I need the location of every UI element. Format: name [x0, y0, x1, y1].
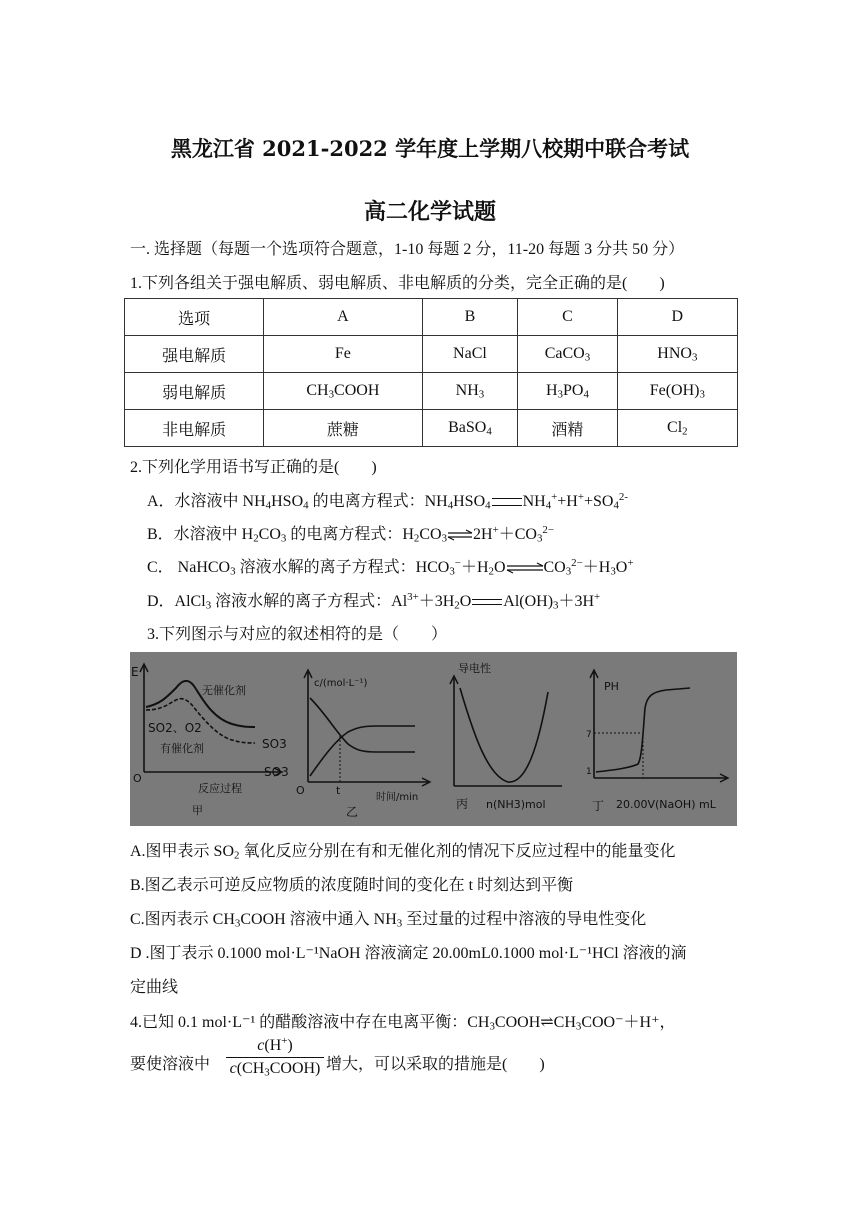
table-cell: 弱电解质 — [125, 373, 264, 410]
table-row — [125, 373, 738, 410]
table-cell: Fe — [264, 336, 422, 373]
ding-x-label: 20.00V(NaOH) mL — [616, 798, 716, 811]
ding-tick-1: 1 — [586, 767, 592, 777]
jia-reactants-label: SO2、O2 — [148, 721, 202, 735]
q2-option-b — [147, 521, 554, 544]
table-cell: C — [518, 299, 617, 336]
q2-option-d — [147, 588, 600, 611]
table-cell: $Fe(OH)_3$ — [617, 373, 737, 410]
table-header-row — [125, 299, 738, 336]
table-cell: BaSO$_4$ — [422, 410, 518, 447]
exam-subtitle: 高二化学试题 — [363, 199, 496, 225]
graph-jia — [131, 664, 289, 817]
yi-y-label: c/(mol·L⁻¹) — [314, 678, 368, 689]
table-row — [125, 336, 738, 373]
table-cell: $Cl_2$ — [617, 410, 737, 447]
jia-no-catalyst-label: 无催化剂 — [202, 684, 246, 697]
q3-option-d-line1: D .图丁表示 0.1000 mol·L⁻¹NaOH 溶液滴定 20.00mL0.1000 mol·L⁻¹HCl 溶液的滴 — [130, 945, 687, 962]
q1-options-table — [124, 298, 738, 447]
bing-x-label: n(NH3)mol — [486, 798, 546, 811]
jia-name-label: 甲 — [192, 804, 203, 817]
ding-tick-7: 7 — [586, 730, 592, 740]
jia-catalyst-label: 有催化剂 — [160, 742, 204, 755]
q4-stem-line2-suffix: 增大，可以采取的措施是( ) — [326, 1056, 545, 1073]
jia-x-label: 反应过程 — [198, 782, 242, 795]
q2-stem: 2.下列化学用语书写正确的是( ) — [130, 459, 377, 476]
jia-origin-label: O — [133, 772, 142, 785]
table-cell: $CH_3COOH$ — [264, 373, 422, 410]
double-equal-sign-icon — [472, 599, 502, 605]
option-a-equation: $NH_4HSO_4$ $NH_4^++H^++SO_4^{2-}$ — [424, 491, 628, 512]
option-c-equation: $HCO_3^-+H_2O$ $CO_3^{2-}+H_3O^+$ — [415, 557, 634, 578]
q3-figure — [130, 652, 737, 826]
option-b-text: B．水溶液中 $H_2CO_3$ 的电离方程式： — [147, 526, 403, 545]
reversible-arrow-icon — [506, 562, 544, 574]
ding-y-label: PH — [604, 680, 619, 693]
exam-title: 黑龙江省 2021-2022 学年度上学期八校期中联合考试 — [170, 136, 690, 161]
q3-option-b: B.图乙表示可逆反应物质的浓度随时间的变化在 t 时刻达到平衡 — [130, 877, 574, 894]
jia-y-label: E — [131, 665, 139, 679]
q4-stem-line2-prefix: 要使溶液中 — [130, 1056, 211, 1073]
table-cell: 选项 — [125, 299, 264, 336]
yi-t-label: t — [336, 784, 341, 797]
reversible-arrow-icon — [447, 529, 473, 541]
option-b-equation: $H_2CO_3$ $2H^++CO_3^{2-}$ — [402, 524, 554, 545]
table-cell: 蔗糖 — [264, 410, 422, 447]
fraction-numerator: c(H+) — [257, 1035, 293, 1054]
q3-option-d-line2: 定曲线 — [130, 979, 179, 996]
q4-stem-line1: 4.已知 0.1 mol·L⁻¹ 的醋酸溶液中存在电离平衡：$CH_3COOH\rightleftharpoons CH_3COO^-+H^+$， — [130, 1014, 676, 1033]
graph-bing — [450, 661, 562, 811]
bing-y-label: 导电性 — [458, 662, 491, 675]
table-cell: 非电解质 — [125, 410, 264, 447]
table-cell: 强电解质 — [125, 336, 264, 373]
q3-figure-graphs — [130, 652, 737, 826]
table-cell: CaCO$_3$ — [518, 336, 617, 373]
yi-origin-label: O — [296, 784, 305, 797]
ding-name-label: 丁 — [592, 799, 605, 813]
section-heading: 一. 选择题（每题一个选项符合题意，1-10 每题 2 分，11-20 每题 3 分共 50 分） — [130, 241, 685, 258]
option-a-text: A．水溶液中 $NH_4HSO_4$ 的电离方程式： — [147, 493, 425, 512]
table-cell: A — [264, 299, 422, 336]
double-equal-sign-icon — [492, 498, 522, 506]
q3-option-c: C.图丙表示 $CH_3COOH$ 溶液中通入 $NH_3$ 至过量的过程中溶液的导电性变化 — [130, 911, 647, 930]
table-cell: $NH_3$ — [422, 373, 518, 410]
table-cell: B — [422, 299, 518, 336]
q3-stem: 3.下列图示与对应的叙述相符的是（ ） — [147, 626, 448, 643]
q3-option-a: A.图甲表示 $SO_2$ 氧化反应分别在有和无催化剂的情况下反应过程中的能量变化 — [130, 843, 676, 862]
option-d-equation: $Al^{3+}+3H_2O$ $Al(OH)_3+3H^+$ — [391, 591, 601, 612]
fraction-denominator: $c(CH_3COOH)$ — [229, 1060, 321, 1079]
table-cell: $HNO_3$ — [617, 336, 737, 373]
table-row — [125, 410, 738, 447]
table-cell: NaCl — [422, 336, 518, 373]
bing-name-label: 丙 — [456, 797, 469, 811]
option-d-text: D．AlCl$_3$ 溶液水解的离子方程式： — [147, 593, 392, 612]
q2-option-c — [147, 554, 633, 577]
table-cell: D — [617, 299, 737, 336]
jia-so3-label-b: SO3 — [264, 765, 289, 779]
table-cell: 酒精 — [518, 410, 617, 447]
q1-stem: 1.下列各组关于强电解质、弱电解质、非电解质的分类，完全正确的是( ) — [130, 275, 665, 292]
graph-ding — [586, 670, 728, 813]
jia-so3-label-a: SO3 — [262, 737, 287, 751]
yi-x-label: 时间/min — [376, 792, 419, 803]
concentration-ratio-fraction — [224, 1037, 326, 1078]
graph-yi — [296, 670, 430, 819]
q2-option-a — [147, 488, 628, 511]
option-c-text: C． NaHCO$_3$ 溶液水解的离子方程式： — [147, 559, 416, 578]
table-cell: $H_3PO_4$ — [518, 373, 617, 410]
yi-name-label: 乙 — [346, 805, 359, 819]
